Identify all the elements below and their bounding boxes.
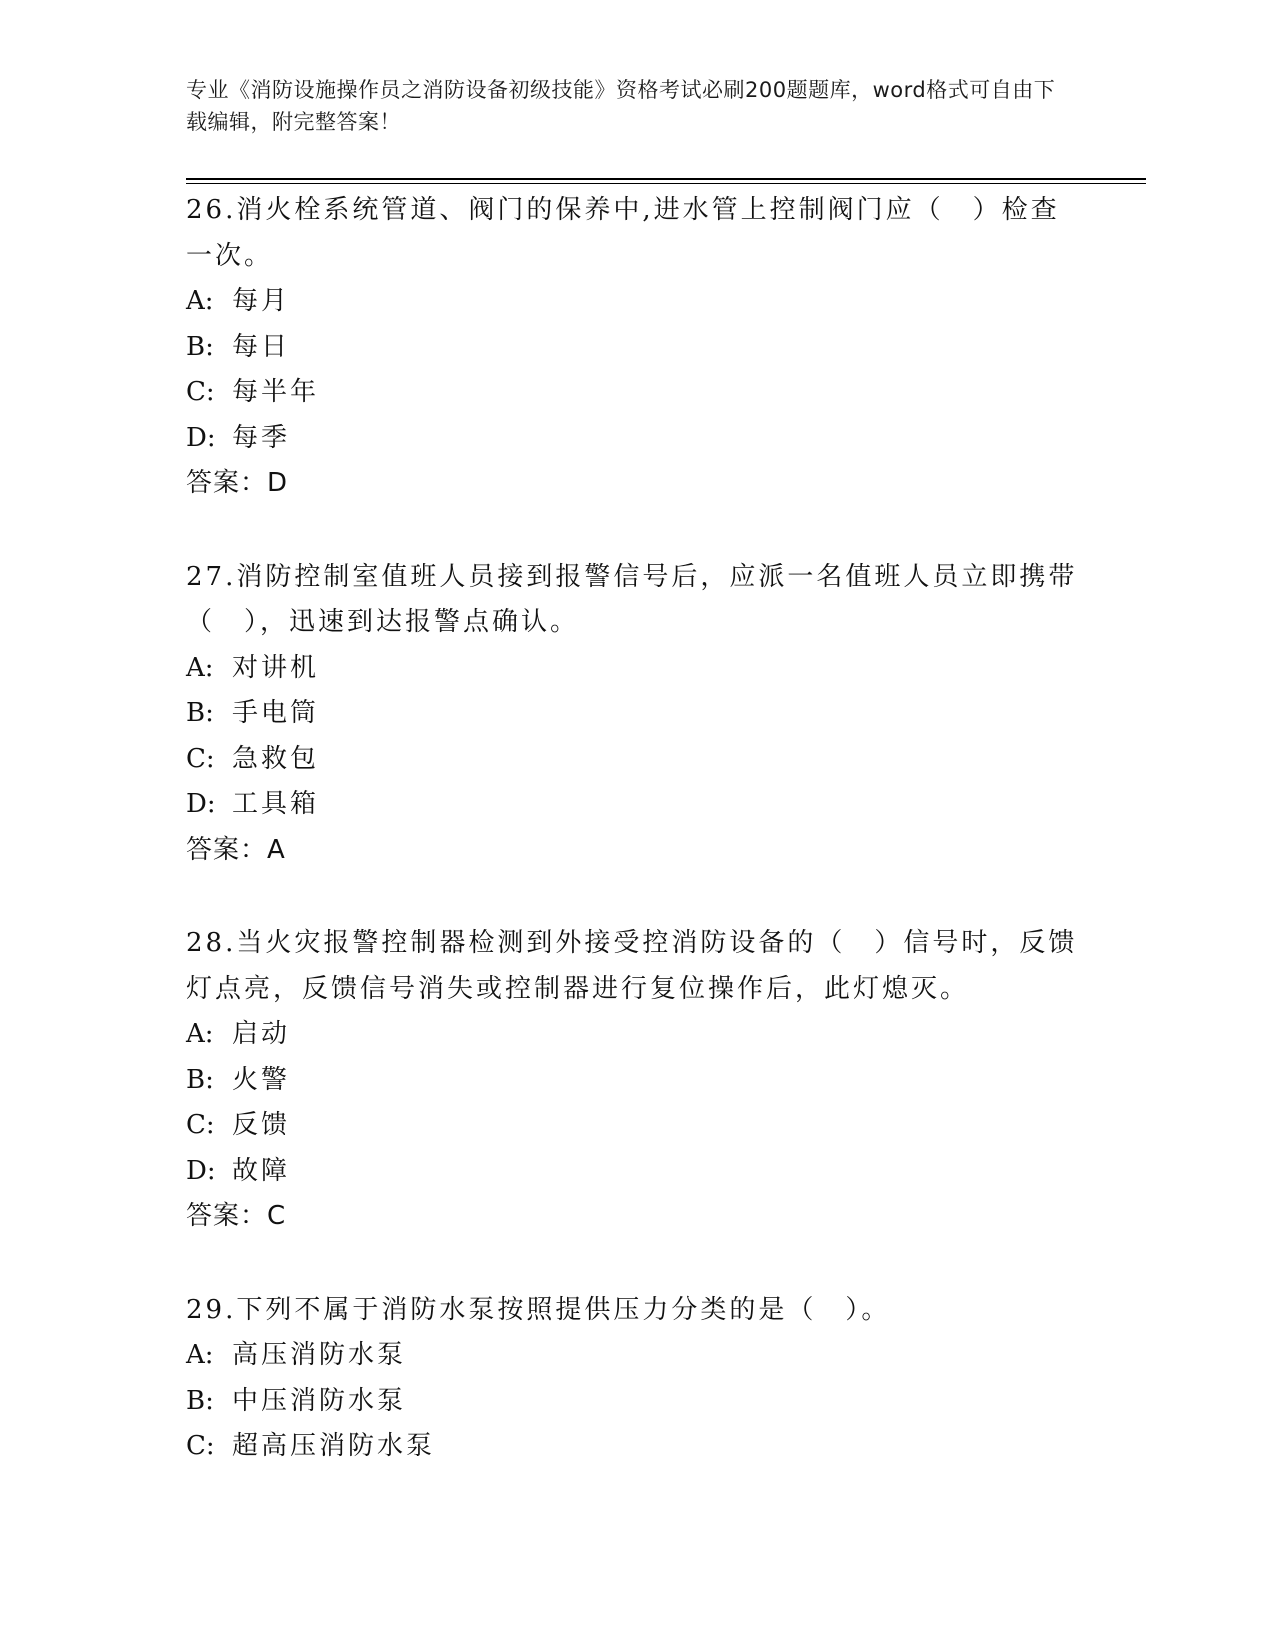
- option-text: 急救包: [232, 743, 320, 774]
- option-d: [186, 416, 1086, 462]
- option-text: 反馈: [232, 1110, 291, 1140]
- option-label: C:: [186, 377, 215, 407]
- option-text: 对讲机: [232, 652, 320, 683]
- option-b: [186, 325, 1086, 371]
- option-c: [186, 1424, 1086, 1470]
- option-text: 每月: [232, 286, 291, 316]
- option-a: [186, 1333, 1086, 1379]
- question-29: [186, 1288, 1086, 1470]
- question-26: [186, 188, 1086, 507]
- option-c: [186, 370, 1086, 416]
- option-c: [186, 1103, 1086, 1149]
- option-label: C:: [186, 1431, 215, 1461]
- option-label: B:: [186, 331, 214, 362]
- answer: 答案：C: [186, 1201, 287, 1231]
- option-label: B:: [186, 1385, 214, 1416]
- option-b: [186, 691, 1086, 737]
- option-label: A:: [186, 652, 214, 683]
- option-b: [186, 1058, 1086, 1104]
- question-text: 29.下列不属于消防水泵按照提供压力分类的是（ ）。: [186, 1294, 891, 1325]
- option-text: 手电筒: [232, 698, 320, 728]
- option-label: A:: [186, 1019, 214, 1049]
- option-text: 故障: [232, 1155, 291, 1186]
- option-text: 火警: [232, 1064, 291, 1095]
- option-text: 启动: [232, 1019, 291, 1049]
- option-label: D:: [186, 1155, 216, 1186]
- option-label: A:: [186, 286, 214, 316]
- option-b: [186, 1379, 1086, 1425]
- option-d: [186, 782, 1086, 828]
- option-text: 超高压消防水泵: [232, 1431, 436, 1461]
- question-27: [186, 555, 1086, 874]
- option-label: D:: [186, 422, 216, 453]
- answer: 答案：D: [186, 468, 289, 498]
- option-text: 每半年: [232, 377, 320, 407]
- option-text: 中压消防水泵: [232, 1385, 407, 1416]
- option-label: B:: [186, 698, 214, 728]
- option-label: B:: [186, 1064, 214, 1095]
- question-28: [186, 921, 1086, 1240]
- option-c: [186, 737, 1086, 783]
- option-text: 工具箱: [232, 789, 320, 819]
- option-text: 每季: [232, 422, 291, 453]
- question-text: 28.当火灾报警控制器检测到外接受控消防设备的（ ）信号时，反馈灯点亮，反馈信号消失或控制器进行复位操作后，此灯熄灭。: [186, 928, 1078, 1004]
- answer: 答案：A: [186, 834, 286, 865]
- option-text: 高压消防水泵: [232, 1340, 407, 1370]
- header-divider-thin: [186, 183, 1146, 184]
- option-label: C:: [186, 1110, 215, 1140]
- option-d: [186, 1149, 1086, 1195]
- option-a: [186, 279, 1086, 325]
- option-a: [186, 646, 1086, 692]
- header-divider-thick: [186, 178, 1146, 180]
- option-label: C:: [186, 743, 215, 774]
- question-list: [186, 188, 1086, 1518]
- option-a: [186, 1012, 1086, 1058]
- question-text: 26.消火栓系统管道、阀门的保养中,进水管上控制阀门应（ ）检查一次。: [186, 195, 1060, 271]
- question-text: 27.消防控制室值班人员接到报警信号后，应派一名值班人员立即携带（ ），迅速到达报警点确认。: [186, 561, 1078, 637]
- option-text: 每日: [232, 331, 291, 362]
- option-label: D:: [186, 789, 216, 819]
- document-header: 专业《消防设施操作员之消防设备初级技能》资格考试必刷200题题库，word格式可自由下载编辑，附完整答案！: [186, 78, 1056, 134]
- option-label: A:: [186, 1340, 214, 1370]
